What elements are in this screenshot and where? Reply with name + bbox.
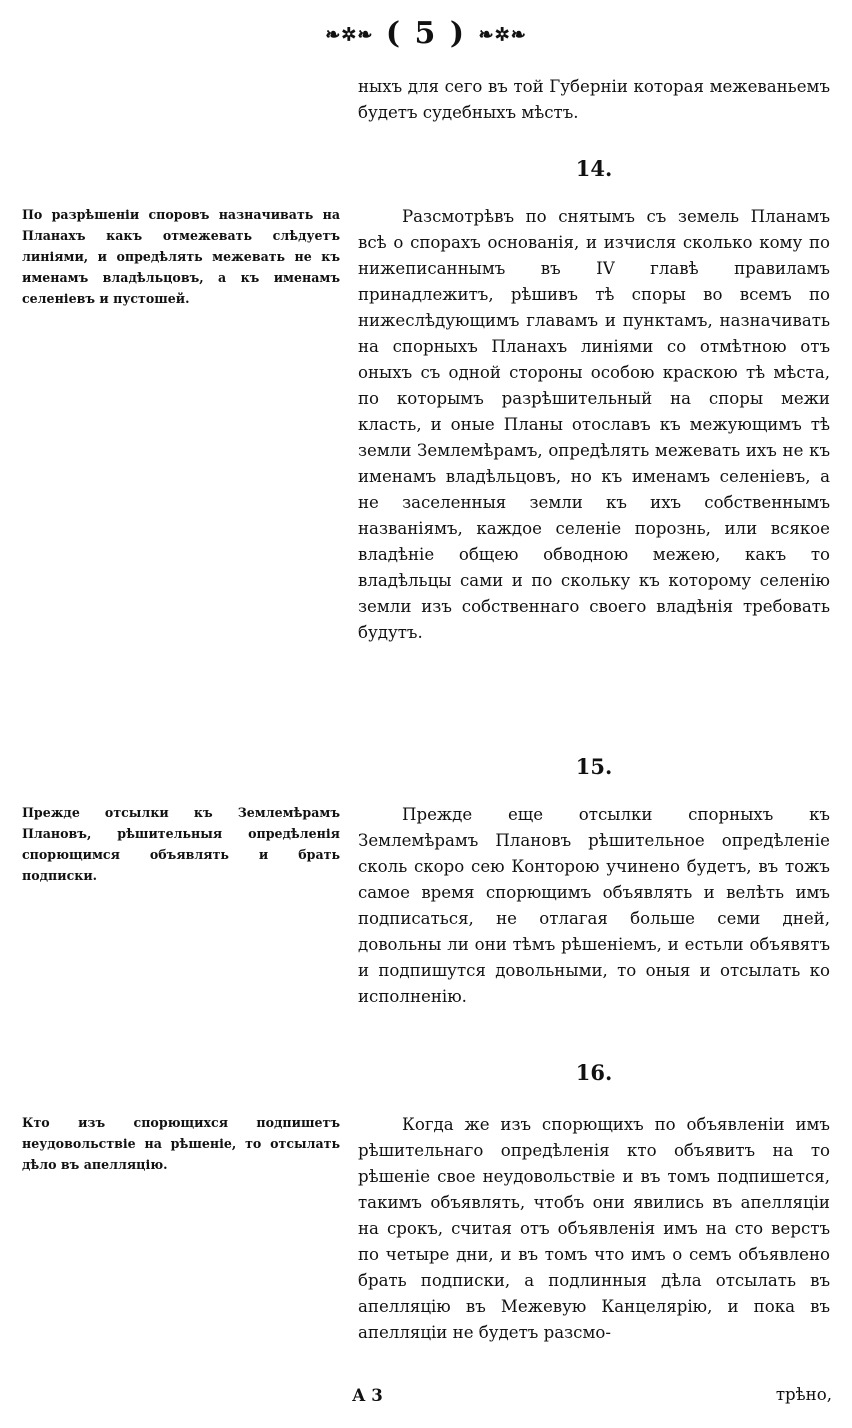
marginal-note-15: Прежде отсылки къ Землемѣрамъ Плановъ, рѣшительныя опредѣленія спорющимся объявлять и брать подписки. (22, 805, 340, 883)
section-number-15: 15. (575, 754, 613, 779)
marginal-note-16: Кто изъ спорющихся подпишетъ неудовольствіе на рѣшеніе, то отсылать дѣло въ апелляцію. (22, 1115, 340, 1172)
section-body-14 (358, 204, 830, 646)
catchword: трѣно, (775, 1385, 832, 1404)
page-number: ( 5 ) (385, 16, 467, 51)
section-body-15 (358, 802, 830, 1010)
marginal-note-14: По разрѣшеніи споровъ назначивать на Планахъ какъ отмежевать слѣдуетъ линіями, и опредѣлять межевать не къ именамъ владѣльцовъ, а къ именамъ селеніевъ и пустошей. (22, 207, 340, 306)
ornament-right-icon: ❧✲❧ (478, 24, 527, 46)
signature-mark: А 3 (352, 1385, 383, 1405)
page-header (0, 16, 852, 51)
continuation-paragraph: ныхъ для сего въ той Губерніи которая межеваньемъ будетъ судебныхъ мѣстъ. (358, 77, 830, 122)
section-paragraph-16: Когда же изъ спорющихъ по объявленіи имъ рѣшительнаго опредѣленія кто объявитъ на то рѣшеніе свое неудовольствіе и въ томъ подпишется, такимъ объявлять, чтобъ они явились въ апелляціи на срокъ, считая отъ объявленія имъ на сто верстъ по четыре дни, и въ томъ что имъ о семъ объявлено брать подписки, а подлинныя дѣла отсылать въ апелляцію въ Межевую Канцелярію, и пока въ апелляціи не будетъ разсмо- (358, 1115, 830, 1342)
ornament-left-icon: ❧✲❧ (325, 24, 374, 46)
continuation-text (358, 74, 830, 126)
section-body-16 (358, 1112, 830, 1346)
section-number-16: 16. (575, 1060, 613, 1085)
section-number-14: 14. (575, 156, 613, 181)
section-paragraph-15: Прежде еще отсылки спорныхъ къ Землемѣрамъ Плановъ рѣшительное опредѣленіе сколь скоро сею Конторою учинено будетъ, въ тожъ самое время спорющимъ объявлять и велѣть имъ подписаться, не отлагая больше семи дней, довольны ли они тѣмъ рѣшеніемъ, и естьли объявятъ и подпишутся довольными, то оныя и отсылать ко исполненію. (358, 805, 830, 1006)
section-paragraph-14: Разсмотрѣвъ по снятымъ съ земель Планамъ всѣ о спорахъ основанія, и изчисля сколько кому по нижеписаннымъ въ IV главѣ правиламъ принадлежитъ, рѣшивъ тѣ споры во всемъ по нижеслѣдующимъ главамъ и пунктамъ, назначивать на спорныхъ Планахъ линіями со отмѣтною отъ оныхъ съ одной стороны особою краскою тѣ мѣста, по которымъ разрѣшительный на споры межи класть, и оные Планы отославъ къ межующимъ тѣ земли Землемѣрамъ, опредѣлять межевать ихъ не къ именамъ владѣльцовъ, но къ именамъ селеніевъ, а не заселенныя земли къ ихъ собственнымъ названіямъ, каждое селеніе порознь, или всякое владѣніе общею обводною межею, какъ то владѣльцы сами и по скольку къ которому селенію земли изъ собственнаго своего владѣнія требовать будутъ. (358, 207, 830, 642)
